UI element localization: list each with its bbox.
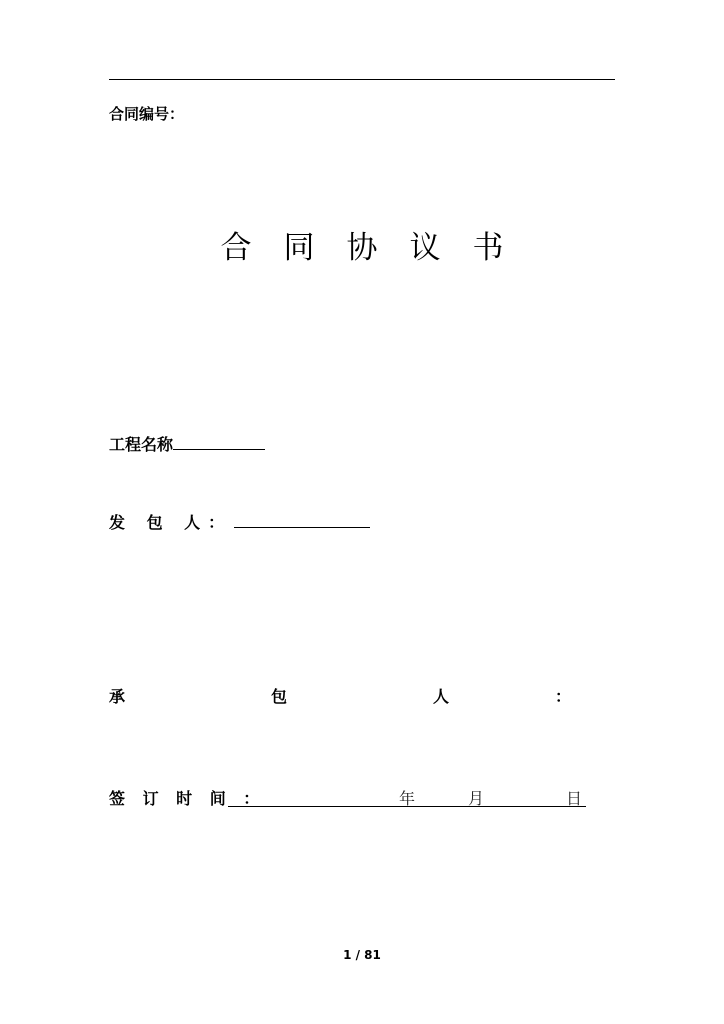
project-name-row [109, 432, 265, 455]
signing-date-blank [228, 786, 586, 807]
employer-label: 发 包 人： [109, 513, 233, 532]
contract-number-label: 合同编号： [109, 105, 185, 123]
contractor-char: 人 [432, 687, 449, 706]
year-label: 年 [399, 789, 416, 808]
employer-row [109, 510, 370, 533]
header-rule [109, 79, 615, 80]
project-name-blank [173, 433, 265, 450]
document-title: 合同协议书 [220, 230, 536, 266]
contractor-char: 包 [270, 687, 287, 706]
contractor-char: 承 [109, 687, 126, 706]
employer-blank [234, 511, 370, 528]
day-label: 日 [566, 789, 583, 808]
page-number: 1 / 81 [343, 948, 381, 962]
contractor-row [109, 684, 571, 707]
contractor-char: ： [554, 687, 571, 706]
signing-date-label: 签 订 时 间 ： [109, 789, 266, 808]
project-name-label: 工程名称 [109, 435, 174, 454]
month-label: 月 [468, 789, 485, 808]
